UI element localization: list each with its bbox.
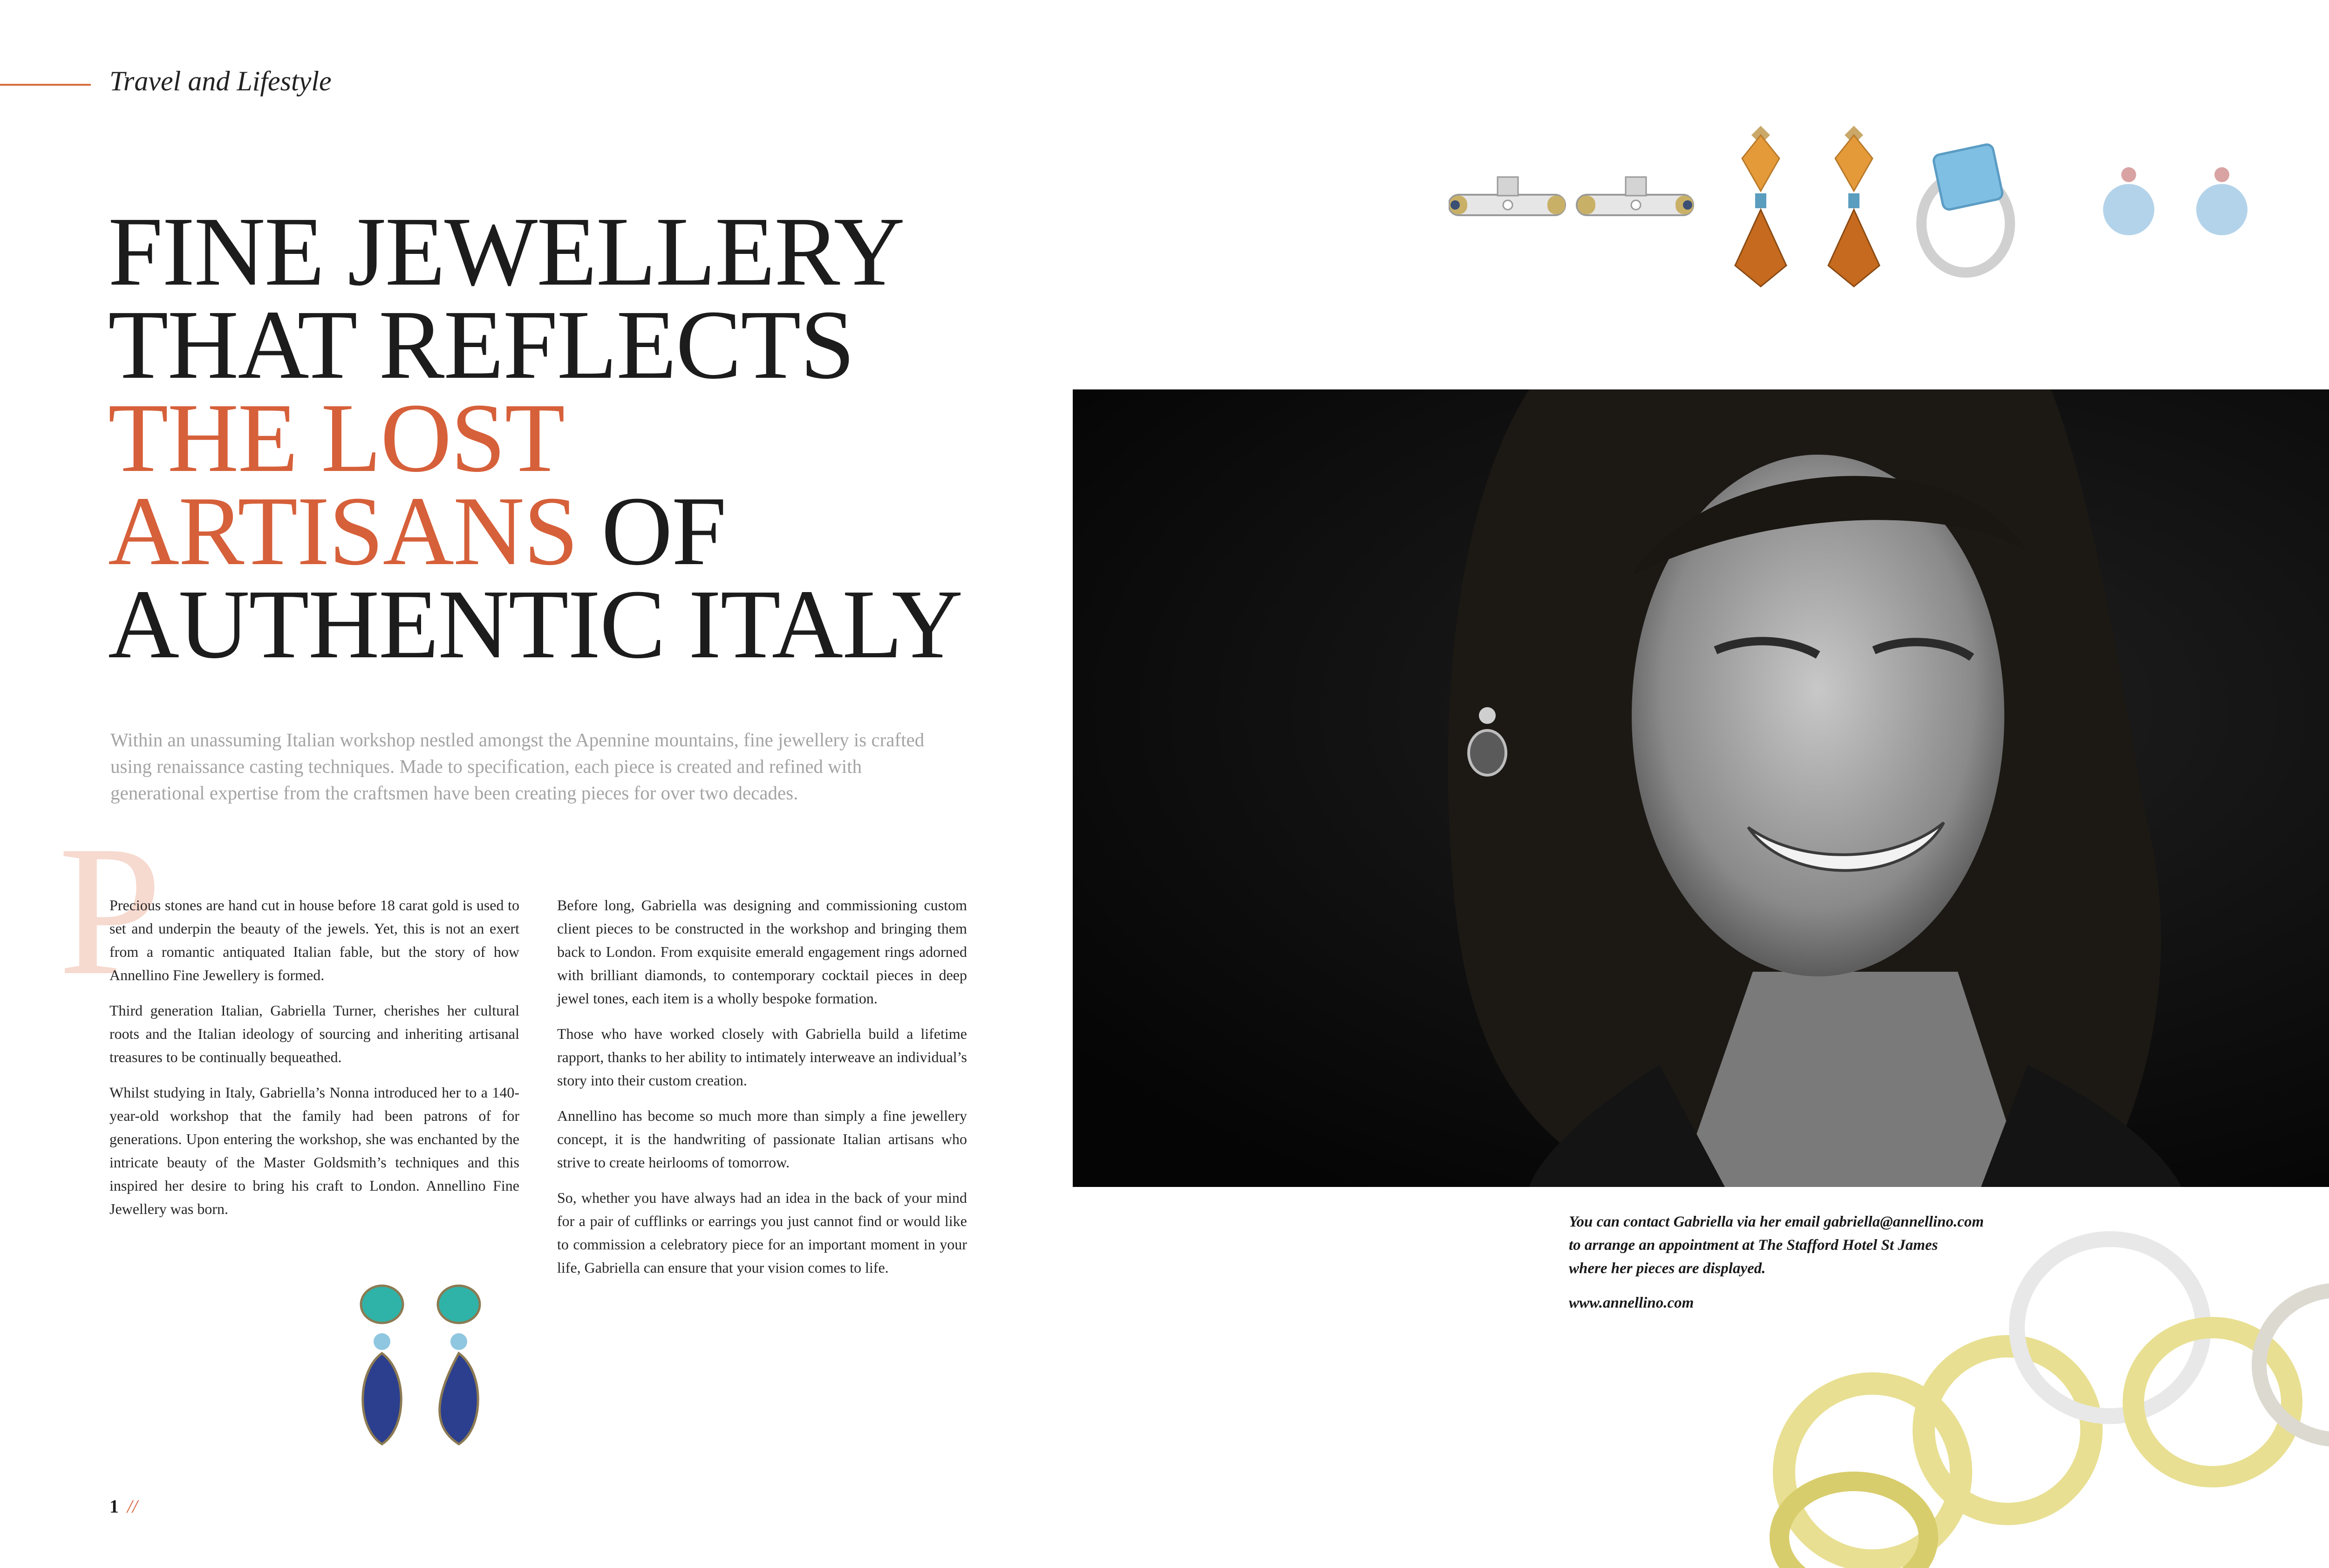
body-paragraph: Those who have worked closely with Gabriella build a lifetime rapport, thanks to her ability to intimately interweave an individual’s story into their custom creation.	[557, 1025, 967, 1089]
headline-line-2: THAT REFLECTS	[108, 290, 854, 399]
website-link[interactable]: www.annellino.com	[1569, 1295, 1694, 1311]
headline-line-5: AUTHENTIC ITALY	[108, 569, 962, 679]
stud-earrings-image	[2103, 167, 2247, 235]
section-rule	[0, 84, 91, 86]
topaz-ring-image	[1921, 143, 2010, 273]
headline	[108, 197, 974, 679]
cufflinks-image	[1449, 177, 1693, 215]
body-paragraph: Precious stones are hand cut in house before 18 carat gold is used to set and underpin the beauty of the jewels. Yet, this is not an exert from a romantic antiquated Italian fable, but the story of how Annellino Fine Jewellery is formed.	[109, 897, 519, 983]
body-column-1	[109, 893, 519, 1233]
drop-earrings-image	[1735, 126, 1880, 286]
jewellery-product-strip	[1449, 116, 2329, 303]
folio-separator: //	[127, 1496, 138, 1517]
gold-bracelet-image	[1765, 1211, 2329, 1568]
body-paragraph: Whilst studying in Italy, Gabriella’s Nonna introduced her to a 140-year-old workshop that the family had been patrons of for generations. Upon entering the workshop, she was enchanted by the intricate beauty of the Master Goldsmith’s techniques and this inspired her desire to bring his craft to London. Annellino Fine Jewellery was born.	[109, 1084, 519, 1217]
intro-paragraph: Within an unassuming Italian workshop nestled amongst the Apennine mountains, fine jewellery is crafted using renaissance casting techniques. Made to specification, each piece is created and refined with generational expertise from the craftsmen have been creating pieces for over two decades.	[110, 729, 925, 804]
headline-line-4-rest: OF	[577, 476, 726, 586]
contact-line-3: where her pieces are displayed.	[1569, 1260, 1766, 1277]
contact-line-2: to arrange an appointment at The Stafford Hotel St James	[1569, 1237, 1938, 1254]
body-paragraph: Before long, Gabriella was designing and commissioning custom client pieces to be constructed in the workshop and bringing them back to London. From exquisite emerald engagement rings adorned with brilliant diamonds, to contemporary cocktail pieces in deep jewel tones, each item is a wholly bespoke formation.	[557, 897, 967, 1007]
body-paragraph: So, whether you have always had an idea in the back of your mind for a pair of cufflinks or earrings you just cannot find or would like to commission a celebratory piece for an important moment in your life, Gabriella can ensure that your vision comes to life.	[557, 1189, 967, 1276]
headline-accent-word: ARTISANS	[108, 476, 578, 586]
headline-line-1: FINE JEWELLERY	[108, 197, 904, 306]
body-paragraph: Annellino has become so much more than simply a fine jewellery concept, it is the handwriting of passionate Italian artisans who strive to create heirlooms of tomorrow.	[557, 1107, 967, 1171]
contact-line-1: You can contact Gabriella via her email gabriella@annellino.com	[1569, 1213, 1984, 1230]
portrait-photo	[1073, 389, 2329, 1187]
portrait-image	[1073, 389, 2329, 1187]
body-paragraph: Third generation Italian, Gabriella Turner, cherishes her cultural roots and the Italian ideology of sourcing and inheriting artisanal treasures to be continually bequeathed.	[109, 1002, 519, 1065]
headline-line-3: THE LOST	[108, 383, 565, 492]
headline-line-4	[108, 476, 974, 586]
turquoise-earrings-image	[345, 1283, 503, 1460]
section-label: Travel and Lifestyle	[109, 66, 332, 96]
body-column-2	[557, 893, 967, 1291]
page-folio	[109, 1495, 137, 1517]
page-number: 1	[109, 1496, 119, 1517]
drop-cap: P	[58, 807, 162, 1014]
